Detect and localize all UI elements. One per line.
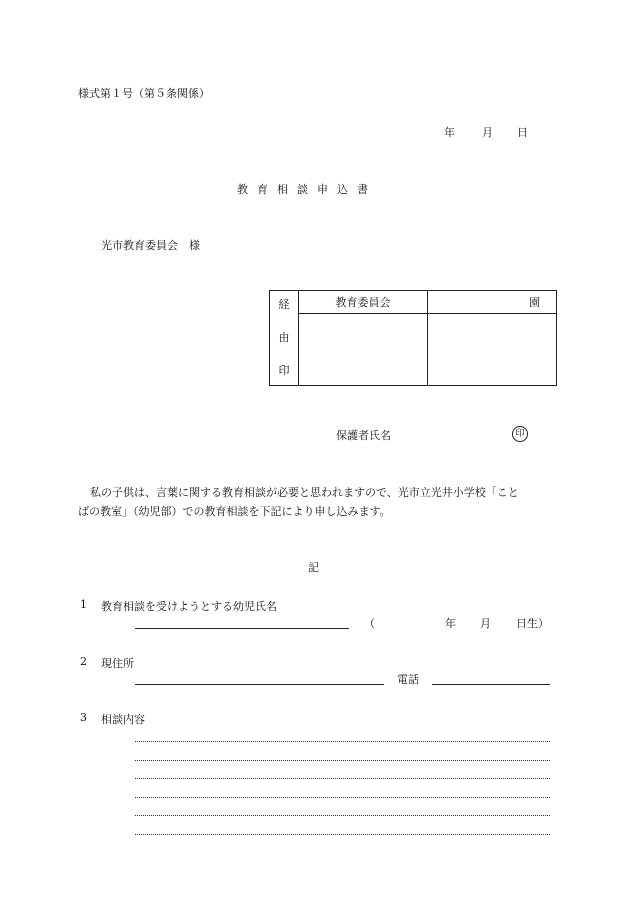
kindergarten-seal-cell[interactable]	[428, 314, 557, 386]
item-1-label: 教育相談を受けようとする幼児氏名	[101, 600, 277, 613]
birth-open-paren: （	[364, 617, 375, 630]
addressee: 光市教育委員会 様	[101, 239, 200, 252]
consult-line-5[interactable]	[135, 815, 550, 816]
body-line-2: ばの教室」（幼児部）での教育相談を下記により申し込みます。	[78, 505, 391, 518]
item-2-number: 2	[80, 655, 87, 668]
route-seal-table	[269, 290, 557, 386]
item-2-label: 現住所	[101, 657, 134, 670]
date-day: 日	[517, 126, 528, 139]
consult-line-6[interactable]	[135, 834, 550, 835]
consult-line-2[interactable]	[135, 760, 550, 761]
ki-heading: 記	[308, 561, 319, 574]
form-title: 教育相談申込書	[237, 183, 377, 196]
route-label-cell	[270, 291, 299, 386]
birth-month: 月	[480, 617, 491, 630]
consult-line-4[interactable]	[135, 797, 550, 798]
consult-line-3[interactable]	[135, 778, 550, 779]
route-char-3: 印	[278, 364, 290, 377]
item-3-label: 相談内容	[101, 713, 145, 726]
kindergarten-header: 園	[529, 296, 540, 309]
date-line	[444, 124, 528, 140]
kindergarten-header-cell	[428, 291, 557, 314]
birth-day-suffix: 日生）	[516, 617, 549, 630]
board-header: 教育委員会	[335, 296, 391, 309]
form-number: 様式第１号（第５条関係）	[78, 87, 210, 100]
board-seal-cell[interactable]	[299, 314, 428, 386]
birth-year: 年	[445, 617, 456, 630]
date-month: 月	[482, 126, 493, 139]
item-1-number: 1	[80, 598, 87, 611]
guardian-label: 保護者氏名	[336, 429, 391, 442]
board-header-cell	[299, 291, 428, 314]
date-year: 年	[444, 126, 455, 139]
phone-field[interactable]	[432, 684, 550, 685]
route-char-1: 経	[278, 298, 290, 311]
seal-icon: 印	[512, 426, 528, 442]
child-name-field[interactable]	[135, 628, 349, 629]
address-field[interactable]	[135, 684, 384, 685]
consult-line-1[interactable]	[135, 741, 550, 742]
phone-label: 電話	[397, 673, 419, 686]
route-char-2: 由	[278, 331, 290, 344]
guardian-seal-area[interactable]	[512, 426, 528, 442]
body-line-1: 私の子供は、言葉に関する教育相談が必要と思われますので、光市立光井小学校「こと	[90, 486, 519, 499]
item-3-number: 3	[80, 711, 87, 724]
